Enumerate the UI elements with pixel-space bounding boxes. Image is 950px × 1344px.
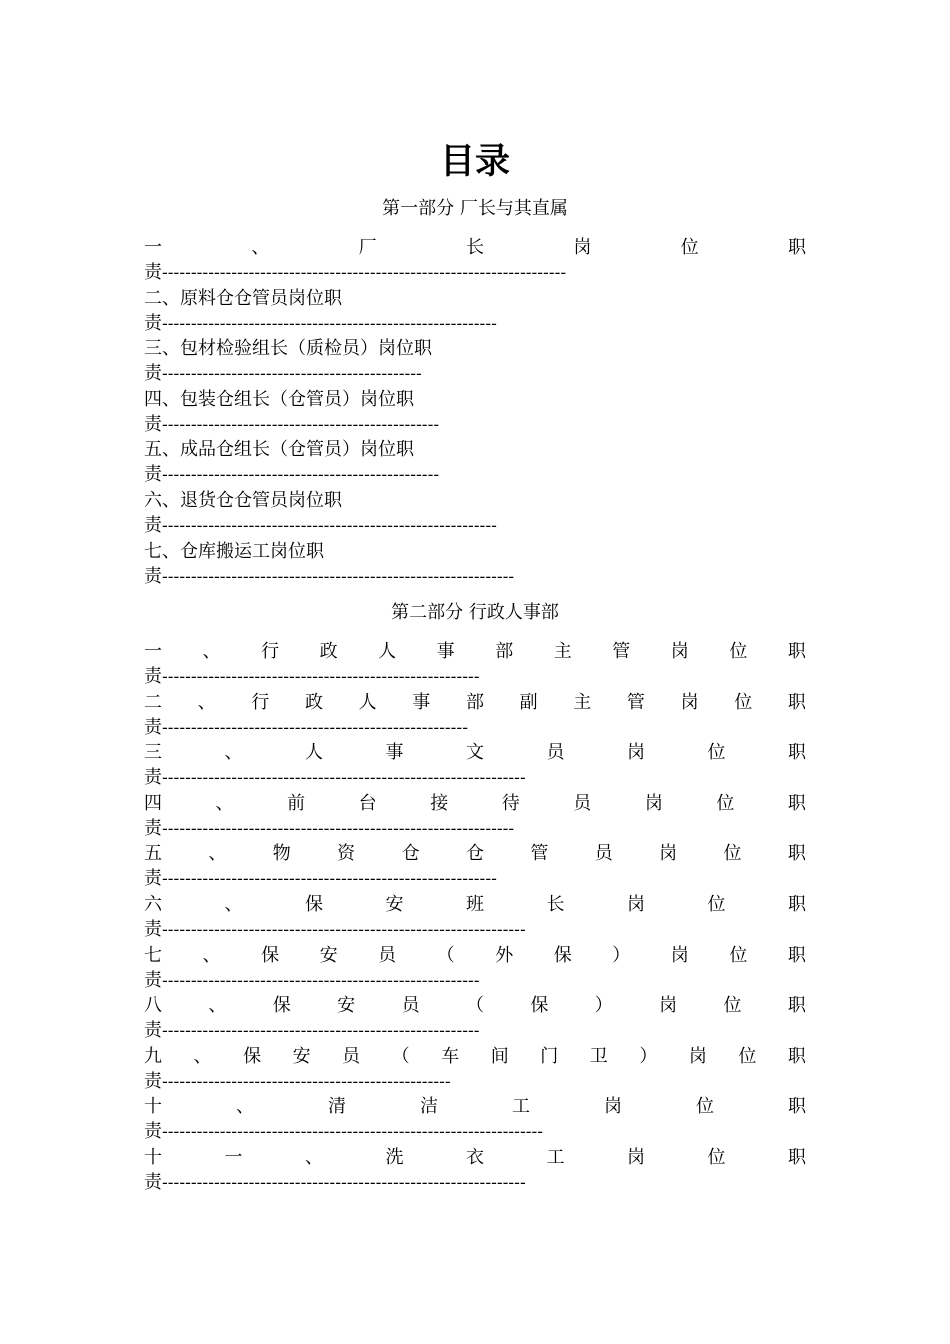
toc-entry[interactable] bbox=[144, 1145, 806, 1195]
toc-entry[interactable] bbox=[144, 539, 806, 589]
toc-entry-title: 五 、 物 资 仓 仓 管 员 岗 位 职 bbox=[144, 843, 806, 865]
toc-entry[interactable] bbox=[144, 791, 806, 841]
toc-entry-leader: 责--------------------------------------------------------------- bbox=[144, 767, 526, 789]
toc-entry[interactable] bbox=[144, 943, 806, 993]
toc-entry-leader: 责------------------------------------------------------------------ bbox=[144, 1121, 544, 1143]
toc-entry-leader: 责----------------------------------------------------- bbox=[144, 716, 468, 738]
toc-entry-title: 十 、 清 洁 工 岗 位 职 bbox=[144, 1096, 806, 1118]
toc-entry-leader: 责---------------------------------------------------------- bbox=[144, 515, 497, 536]
toc-entry-title: 二 、 行 政 人 事 部 副 主 管 岗 位 职 bbox=[144, 691, 806, 713]
toc-entry-leader: 责------------------------------------------------ bbox=[144, 464, 440, 486]
section-heading: 第一部分 厂长与其直属 bbox=[382, 198, 568, 219]
toc-entry-title: 七 、 保 安 员 （ 外 保 ） 岗 位 职 bbox=[144, 944, 806, 966]
toc-entry[interactable] bbox=[144, 437, 806, 487]
toc-entry[interactable] bbox=[144, 387, 806, 437]
toc-entry-leader: 责--------------------------------------------------------------- bbox=[144, 919, 526, 940]
toc-entry-leader: 责------------------------------------------------------- bbox=[144, 969, 480, 991]
dot-leader: ------------------------------------------------------- bbox=[162, 1021, 480, 1041]
toc-entry-leader: 责---------------------------------------------------------------------- bbox=[144, 262, 567, 283]
toc-entry-title: 一 、 行 政 人 事 部 主 管 岗 位 职 bbox=[144, 641, 806, 662]
dot-leader: ------------------------------------------------ bbox=[162, 465, 440, 485]
toc-entry[interactable] bbox=[144, 841, 806, 891]
toc-entry-title: 八 、 保 安 员 （ 保 ） 岗 位 职 bbox=[144, 995, 806, 1017]
dot-leader: ------------------------------------------------ bbox=[162, 414, 440, 434]
toc-entry-leader: 责---------------------------------------------------------- bbox=[144, 312, 497, 334]
dot-leader: -------------------------------------------------- bbox=[162, 1071, 451, 1091]
dot-leader: ------------------------------------------------------- bbox=[162, 970, 480, 990]
dot-leader: ------------------------------------------------------------------ bbox=[162, 1122, 544, 1142]
toc-entry-title: 一 、 厂 长 岗 位 职 bbox=[144, 237, 806, 258]
dot-leader: --------------------------------------------- bbox=[162, 364, 422, 384]
toc-entry[interactable] bbox=[144, 336, 806, 386]
toc-entry-title: 三 、 人 事 文 员 岗 位 职 bbox=[144, 742, 806, 764]
toc-entry-title: 二、原料仓仓管员岗位职 bbox=[144, 287, 342, 309]
toc-entry[interactable] bbox=[144, 488, 806, 538]
dot-leader: ---------------------------------------------------------- bbox=[162, 869, 497, 889]
toc-entry-title: 四、包装仓组长（仓管员）岗位职 bbox=[144, 388, 414, 410]
toc-entry[interactable] bbox=[144, 639, 806, 689]
toc-entry-leader: 责---------------------------------------------------------- bbox=[144, 868, 497, 890]
toc-entry-leader: 责-------------------------------------------------- bbox=[144, 1070, 451, 1092]
toc-entry[interactable] bbox=[144, 892, 806, 942]
toc-entry-title: 七、仓库搬运工岗位职 bbox=[144, 540, 324, 562]
toc-entry-title: 六 、 保 安 班 长 岗 位 职 bbox=[144, 894, 806, 915]
dot-leader: ----------------------------------------------------- bbox=[162, 717, 468, 737]
toc-entry[interactable] bbox=[144, 740, 806, 790]
toc-entry[interactable] bbox=[144, 235, 806, 285]
toc-entry[interactable] bbox=[144, 1094, 806, 1144]
toc-entry-leader: 责------------------------------------------------------------- bbox=[144, 817, 515, 839]
toc-entry-title: 五、成品仓组长（仓管员）岗位职 bbox=[144, 439, 414, 461]
dot-leader: ---------------------------------------------------------- bbox=[162, 516, 497, 535]
dot-leader: --------------------------------------------------------------- bbox=[162, 920, 526, 939]
toc-entry-title: 九 、 保 安 员 （ 车 间 门 卫 ） 岗 位 职 bbox=[144, 1045, 806, 1067]
toc-entry-leader: 责--------------------------------------------------------------- bbox=[144, 1172, 526, 1193]
dot-leader: ------------------------------------------------------- bbox=[162, 667, 480, 686]
dot-leader: ---------------------------------------------------------- bbox=[162, 313, 497, 333]
toc-entry-leader: 责------------------------------------------------ bbox=[144, 413, 440, 435]
dot-leader: ------------------------------------------------------------- bbox=[162, 566, 515, 586]
dot-leader: ---------------------------------------------------------------------- bbox=[162, 263, 567, 282]
toc-title: 目录 bbox=[439, 142, 510, 182]
dot-leader: --------------------------------------------------------------- bbox=[162, 768, 526, 788]
toc-entry-leader: 责------------------------------------------------------- bbox=[144, 1020, 480, 1042]
dot-leader: --------------------------------------------------------------- bbox=[162, 1173, 526, 1192]
toc-entry-title: 十 一 、 洗 衣 工 岗 位 职 bbox=[144, 1147, 806, 1168]
toc-entry[interactable] bbox=[144, 1044, 806, 1094]
toc-entry-title: 六、退货仓仓管员岗位职 bbox=[144, 490, 342, 511]
toc-entry[interactable] bbox=[144, 993, 806, 1043]
toc-entry[interactable] bbox=[144, 286, 806, 336]
toc-entry-title: 四 、 前 台 接 待 员 岗 位 职 bbox=[144, 792, 806, 814]
dot-leader: ------------------------------------------------------------- bbox=[162, 818, 515, 838]
toc-entry[interactable] bbox=[144, 690, 806, 740]
toc-entry-leader: 责------------------------------------------------------------- bbox=[144, 565, 515, 587]
toc-entry-leader: 责------------------------------------------------------- bbox=[144, 666, 480, 687]
toc-entry-title: 三、包材检验组长（质检员）岗位职 bbox=[144, 338, 432, 360]
section-heading: 第二部分 行政人事部 bbox=[391, 602, 559, 623]
toc-entry-leader: 责--------------------------------------------- bbox=[144, 363, 422, 385]
